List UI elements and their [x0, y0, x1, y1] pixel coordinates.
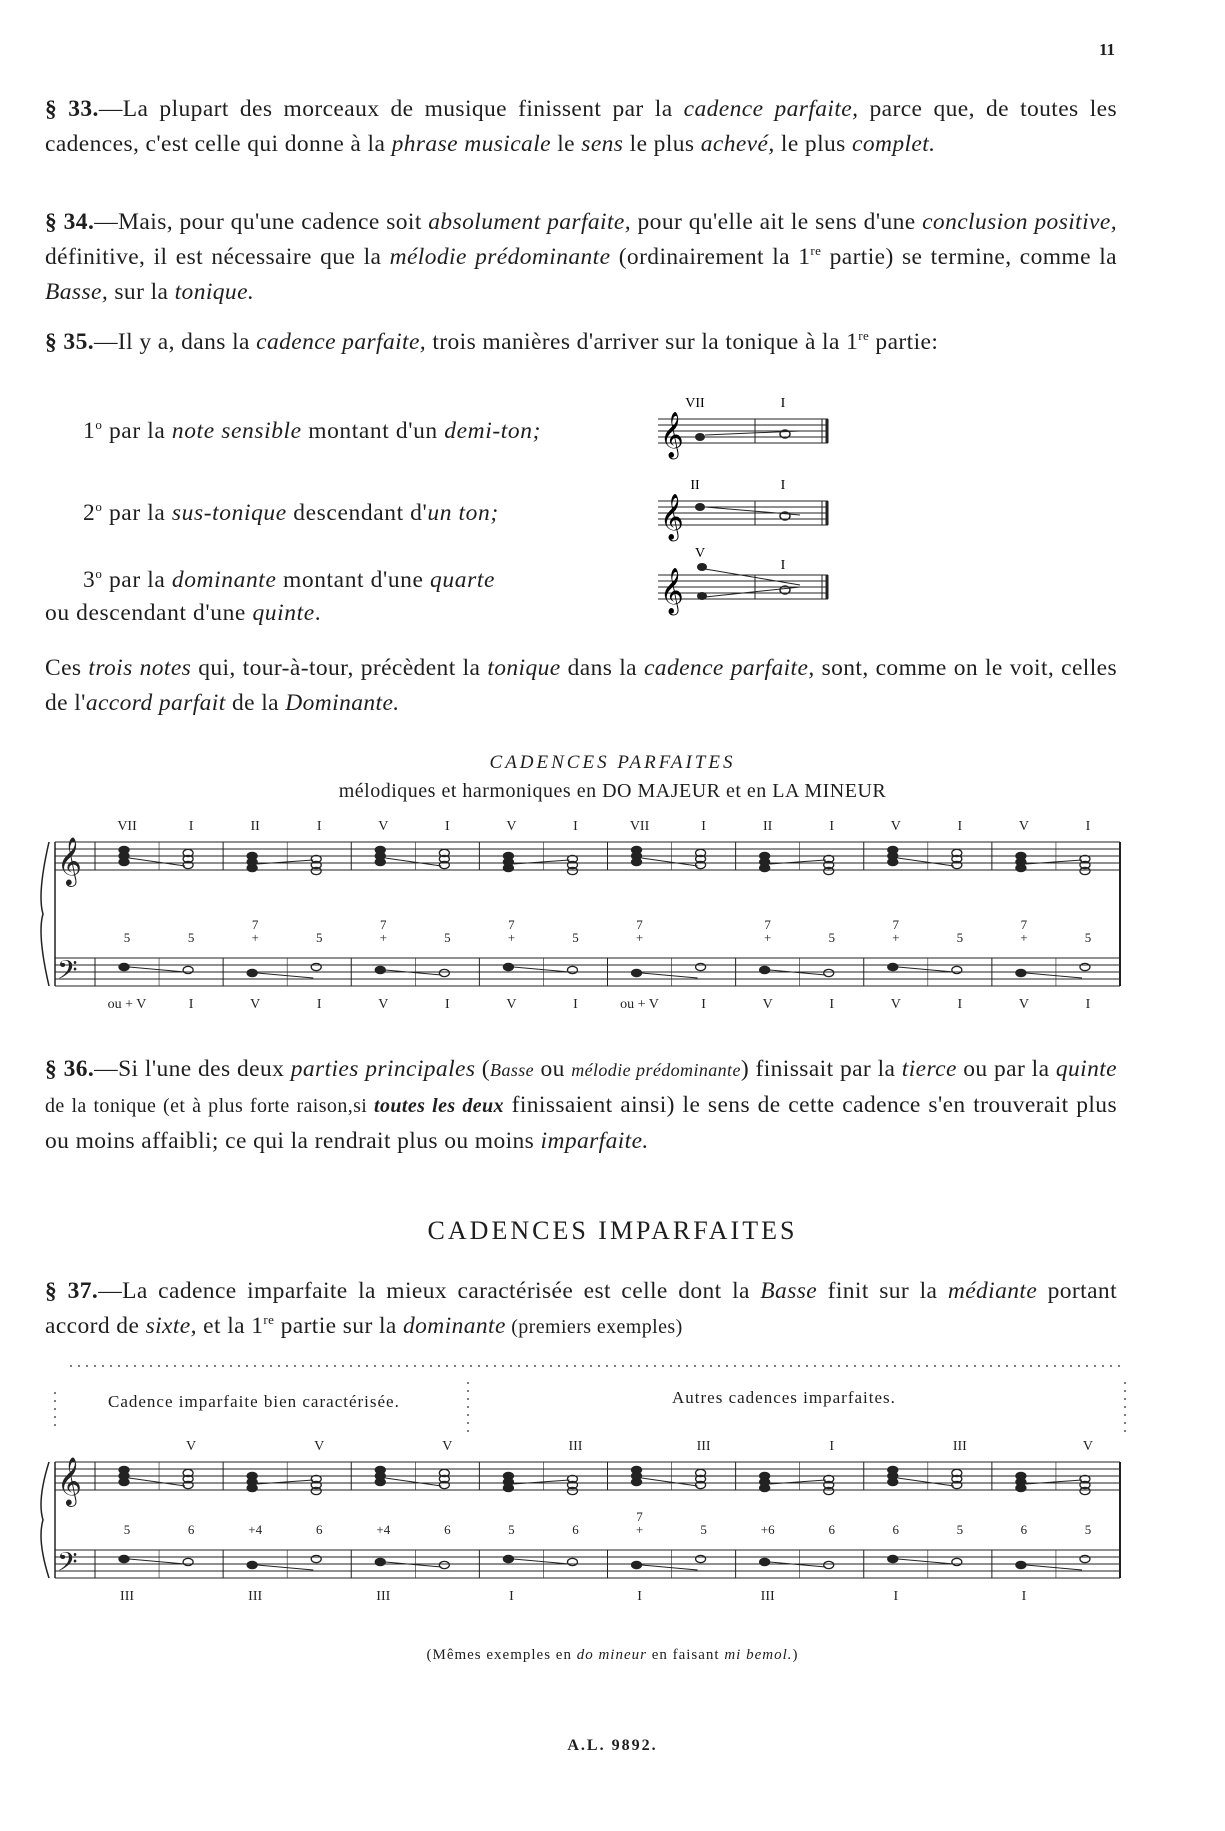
figured-bass-label: 7 [764, 917, 771, 932]
figured-bass-label: +4 [376, 1522, 391, 1537]
degree-label: I [573, 819, 578, 834]
figured-bass-label: 5 [123, 1522, 131, 1537]
section-number: § 37. [45, 1278, 99, 1304]
examples-note [0, 1647, 1225, 1664]
figured-bass-label: 7 [636, 1509, 643, 1524]
degree-label: ou + V [107, 997, 147, 1012]
text: finit sur la [817, 1278, 948, 1304]
voice-leading-line [642, 1478, 698, 1486]
degree-label: I [445, 819, 450, 834]
degree-label: II [250, 819, 260, 834]
section-number: § 35. [45, 329, 94, 355]
degree-label: VII [629, 819, 650, 834]
italic-term: tonique. [174, 279, 255, 305]
voice-leading-line [1026, 1565, 1082, 1570]
bass-note [375, 966, 385, 973]
text: le plus [774, 131, 852, 157]
cadences-parfaites-title: CADENCES PARFAITES [489, 752, 736, 773]
text: descendant d' [286, 500, 428, 526]
way-2-label [83, 500, 499, 527]
figured-bass-label: +4 [248, 1522, 263, 1537]
degree-label: V [186, 1439, 197, 1454]
figured-bass-label: 5 [1084, 930, 1092, 945]
chord-note [119, 858, 129, 865]
bass-note [183, 1558, 193, 1565]
degree-label: I [637, 1589, 642, 1604]
italic-term: imparfaite. [540, 1128, 649, 1154]
figured-bass-label: 5 [828, 930, 835, 945]
chord-note [375, 1478, 385, 1485]
figured-bass-label: + [251, 930, 259, 945]
italic-term: tierce [901, 1056, 957, 1082]
italic-term: un ton; [427, 500, 499, 526]
voice-leading-line [257, 1565, 313, 1570]
bass-note [375, 1558, 385, 1565]
figured-bass-label: + [635, 1522, 644, 1537]
italic-term: quarte [430, 567, 496, 593]
text: et la 1 [196, 1313, 264, 1339]
degree-label: I [893, 1589, 899, 1604]
italic-term: Basse, [45, 279, 109, 305]
bass-note [247, 969, 257, 976]
figured-bass-label: 5 [315, 930, 323, 945]
degree-label: I [445, 997, 450, 1012]
figured-bass-label: 5 [700, 1522, 707, 1537]
italic-term: sus-tonique [171, 500, 287, 526]
text: par la [102, 567, 172, 593]
paragraph-35 [45, 325, 1117, 360]
bass-note [1016, 1561, 1026, 1568]
degree-label: V [890, 819, 901, 834]
degree-label: III [248, 1589, 263, 1604]
bass-clef-icon: 𝄢 [57, 1547, 78, 1583]
bass-note [1016, 969, 1026, 976]
text: sont, comme on le voit, celles de l' [45, 655, 1118, 716]
figured-bass-label: + [635, 930, 644, 945]
italic-term: mi bemol. [724, 1647, 793, 1663]
voice-leading-line [642, 973, 698, 978]
italic-term: complet. [851, 131, 936, 157]
voice-leading-line [642, 1565, 698, 1570]
voice-leading-line [1026, 973, 1082, 978]
degree-label: V [1082, 1439, 1094, 1454]
degree-label: V [762, 997, 773, 1012]
cadences-imparfaites-system [20, 1420, 1130, 1620]
text: ou [534, 1056, 572, 1082]
degree-label: I [509, 1589, 514, 1604]
degree-label: I [1021, 1589, 1027, 1604]
figured-bass-label: 7 [1020, 917, 1028, 932]
page-number: 11 [1098, 40, 1115, 59]
text: (premiers exemples) [505, 1316, 683, 1338]
italic-term: note sensible [171, 418, 302, 444]
degree-label: I [188, 997, 194, 1012]
chord-note [503, 1484, 513, 1491]
text: de la [225, 690, 286, 716]
figured-bass-label: + [1020, 930, 1028, 945]
staff-way-3 [658, 546, 828, 616]
text: trois manières d'arriver sur la tonique à la 1 [426, 329, 859, 355]
treble-clef-icon: 𝄞 [660, 494, 684, 539]
chord-note [632, 1478, 642, 1485]
bass-note [824, 969, 834, 976]
figured-bass-label: 5 [956, 1522, 964, 1537]
bass-note [888, 1555, 898, 1562]
degree-label: I [701, 819, 706, 834]
bass-note [760, 966, 770, 973]
text: qui, tour-à-tour, précèdent la [191, 655, 488, 681]
text: finissaient ainsi) le sens de cette cadence s'en trouverait plus ou moins affaibli; ce qui la rendrait plus ou moins [45, 1092, 1118, 1154]
way-3-label [83, 567, 495, 594]
chord-note [119, 1478, 129, 1485]
text: 2 [83, 500, 96, 526]
text: pour qu'elle ait le sens d'une [631, 209, 923, 235]
degree-label: I [316, 997, 322, 1012]
voice-leading-line [129, 1478, 185, 1486]
italic-term: mélodie prédominante [571, 1060, 741, 1080]
section-number: § 36. [45, 1056, 95, 1082]
chord-note [632, 858, 642, 865]
text: ou descendant d'une [45, 600, 253, 626]
figured-bass-label: 7 [251, 917, 259, 932]
way-3-label-line2 [45, 600, 321, 627]
italic-term: cadence parfaite, [643, 655, 815, 681]
voice-leading-line [385, 1478, 441, 1486]
note [695, 433, 705, 441]
italic-term: cadence parfaite, [256, 329, 427, 355]
degree-label: V [890, 997, 901, 1012]
italic-term: dominante [171, 567, 277, 593]
figured-bass-label: 5 [1084, 1522, 1092, 1537]
figured-bass-label: 6 [187, 1522, 195, 1537]
italic-term: accord parfait [85, 690, 226, 716]
figured-bass-label: 6 [828, 1522, 835, 1537]
text: portant accord de [45, 1278, 1117, 1339]
italic-term: mélodie prédominante [389, 244, 611, 270]
text: (Mêmes exemples en [426, 1647, 577, 1663]
text: ( [475, 1056, 491, 1082]
voice-leading-line [898, 1559, 954, 1564]
degree-label: I [780, 478, 786, 493]
voice-leading-line [129, 1559, 185, 1564]
figured-bass-label: 7 [892, 917, 900, 932]
italic-term: cadence parfaite, [683, 96, 859, 122]
text: partie sur la [274, 1313, 403, 1339]
note [697, 563, 707, 571]
degree-label: V [506, 997, 517, 1012]
bass-note [824, 1561, 834, 1568]
degree-label: I [780, 558, 786, 573]
degree-label: I [829, 997, 835, 1012]
degree-label: III [568, 1439, 583, 1454]
chord-note [888, 1478, 898, 1485]
voice-leading-line [898, 1478, 954, 1486]
bass-note [439, 1561, 449, 1568]
italic-term: parties principales [290, 1056, 476, 1082]
figured-bass-label: 6 [1020, 1522, 1028, 1537]
paragraph-34 [45, 205, 1117, 310]
paragraph-36 [45, 1052, 1117, 1159]
bass-note [632, 969, 642, 976]
text: parce que, de toutes les cadences, c'est celle qui donne à la [45, 96, 1118, 157]
italic-term: quinte [1055, 1056, 1117, 1082]
degree-label: V [378, 819, 389, 834]
figured-bass-label: 7 [636, 917, 643, 932]
figured-bass-label: 5 [508, 1522, 515, 1537]
bass-note [567, 1558, 577, 1565]
figured-bass-label: + [379, 930, 387, 945]
degree-label: V [506, 819, 517, 834]
degree-label: I [1085, 819, 1091, 834]
bass-note [119, 963, 129, 970]
text: Ces [45, 655, 89, 681]
text: —La plupart des morceaux de musique finissent par la [98, 96, 684, 122]
text: ou par la [956, 1056, 1056, 1082]
text: ) finissait par la [740, 1056, 902, 1082]
text: définitive, il est nécessaire que la [45, 244, 390, 270]
text: 3 [83, 567, 96, 593]
degree-label: III [120, 1589, 135, 1604]
bass-note [183, 966, 193, 973]
italic-term: quinte [252, 600, 315, 626]
voice-leading-line [129, 858, 185, 866]
figured-bass-label: 6 [444, 1522, 451, 1537]
italic-term: sixte, [145, 1313, 197, 1339]
chord-note [375, 858, 385, 865]
degree-label: VII [685, 396, 705, 411]
paragraph-three-notes [45, 651, 1117, 721]
italic-term: phrase musicale [391, 131, 551, 157]
text: montant d'un [301, 418, 445, 444]
bass-note [439, 969, 449, 976]
treble-clef-icon: 𝄞 [660, 412, 684, 457]
text: montant d'une [276, 567, 431, 593]
text: par la [102, 500, 172, 526]
figured-bass-label: 5 [572, 930, 579, 945]
degree-label: III [696, 1439, 711, 1454]
bass-clef-icon: 𝄢 [57, 955, 78, 991]
figured-bass-label: + [892, 930, 900, 945]
box-label-left: Cadence imparfaite bien caractérisée. [108, 1392, 400, 1411]
figured-bass-label: 6 [572, 1522, 579, 1537]
text: —La cadence imparfaite la mieux caractérisée est celle dont la [98, 1278, 761, 1304]
voice-leading-line [257, 973, 313, 978]
text: par la [102, 418, 172, 444]
degree-label: I [829, 819, 835, 834]
superscript: re [810, 243, 822, 259]
bass-note [888, 963, 898, 970]
italic-term: Basse [760, 1278, 818, 1304]
text: partie: [869, 329, 939, 355]
bass-note [247, 1561, 257, 1568]
chord-note [760, 864, 770, 871]
voice-leading-line [898, 858, 954, 866]
degree-label: V [1018, 819, 1029, 834]
text: —Mais, pour qu'une cadence soit [94, 209, 429, 235]
figured-bass-label: 5 [444, 930, 451, 945]
bass-note [1080, 963, 1090, 970]
voice-leading-line [642, 858, 698, 866]
bass-note [119, 1555, 129, 1562]
bass-note [503, 963, 513, 970]
text: le plus [623, 131, 701, 157]
bass-note [503, 1555, 513, 1562]
chord-note [1016, 1484, 1026, 1491]
italic-term: conclusion positive, [922, 209, 1117, 235]
figured-bass-label: 6 [315, 1522, 323, 1537]
box-label-right: Autres cadences imparfaites. [672, 1388, 896, 1407]
figured-bass-label: +6 [760, 1522, 775, 1537]
note [697, 592, 707, 600]
text: sur la [108, 279, 175, 305]
treble-clef-icon: 𝄞 [660, 568, 684, 613]
degree-label: II [690, 478, 700, 493]
text: de la tonique (et à plus forte raison,si [45, 1095, 375, 1117]
text: (ordinairement la 1 [610, 244, 811, 270]
degree-label: III [760, 1589, 775, 1604]
treble-clef-icon: 𝄞 [57, 839, 82, 885]
voice-leading-line [129, 967, 185, 972]
degree-label: V [314, 1439, 325, 1454]
text: le [550, 131, 582, 157]
staff-way-2 [658, 478, 828, 542]
degree-label: V [250, 997, 261, 1012]
italic-term: absolument parfaite, [428, 209, 632, 235]
text: ) [792, 1647, 799, 1663]
paragraph-33 [45, 92, 1117, 162]
figured-bass-label: 5 [956, 930, 964, 945]
superscript: re [263, 1312, 275, 1328]
bass-note [1080, 1555, 1090, 1562]
text: en faisant [646, 1647, 725, 1663]
way-1-label [83, 418, 541, 445]
figured-bass-label: 5 [187, 930, 195, 945]
bass-note [760, 1558, 770, 1565]
chord-note [247, 1484, 257, 1491]
figured-bass-label: 5 [123, 930, 131, 945]
figured-bass-label: + [763, 930, 772, 945]
italic-term: toutes les deux [374, 1095, 504, 1117]
bass-note [696, 963, 706, 970]
superscript: o [95, 566, 103, 582]
figured-bass-label: + [507, 930, 516, 945]
italic-term: sens [581, 131, 624, 157]
bass-note [696, 1555, 706, 1562]
degree-label: I [188, 819, 194, 834]
degree-label: III [376, 1589, 391, 1604]
cadences-parfaites-subtitle: mélodiques et harmoniques en DO MAJEUR et en LA MINEUR [338, 780, 887, 802]
voice-leading-line [513, 967, 569, 972]
figured-bass-label: 7 [508, 917, 515, 932]
italic-term: médiante [947, 1278, 1038, 1304]
text: dans la [560, 655, 644, 681]
degree-label: I [316, 819, 322, 834]
cadences-parfaites-system [20, 800, 1130, 1045]
italic-term: achevé, [700, 131, 775, 157]
section-number: § 33. [45, 96, 99, 122]
degree-label: ou + V [620, 997, 659, 1012]
degree-label: I [701, 997, 706, 1012]
text: . [314, 600, 322, 626]
degree-label: I [573, 997, 578, 1012]
plate-number: A.L. 9892. [567, 1737, 658, 1754]
figured-bass-label: 7 [380, 917, 387, 932]
section-number: § 34. [45, 209, 95, 235]
degree-label: I [957, 819, 963, 834]
note [695, 503, 705, 511]
italic-term: dominante [403, 1313, 506, 1339]
paragraph-37 [45, 1274, 1117, 1345]
voice-leading-line [513, 1559, 569, 1564]
staff-way-1 [658, 396, 828, 460]
italic-term: trois notes [88, 655, 192, 681]
superscript: re [858, 328, 870, 344]
superscript: o [95, 499, 103, 515]
chord-note [760, 1484, 770, 1491]
treble-clef-icon: 𝄞 [57, 1459, 82, 1505]
italic-term: Basse [490, 1060, 535, 1080]
italic-term: demi-ton; [444, 418, 542, 444]
superscript: o [95, 417, 103, 433]
cadences-imparfaites-title: CADENCES IMPARFAITES [427, 1216, 798, 1245]
text: partie) se termine, comme la [821, 244, 1117, 270]
voice-leading-line [385, 858, 441, 866]
degree-label: II [762, 819, 773, 834]
degree-label: VII [117, 819, 137, 834]
bass-note [632, 1561, 642, 1568]
bass-note [952, 966, 962, 973]
bass-note [952, 1558, 962, 1565]
text: 1 [83, 418, 96, 444]
text: —Si l'une des deux [94, 1056, 291, 1082]
italic-term: do mineur [576, 1647, 647, 1663]
italic-term: tonique [487, 655, 561, 681]
degree-label: I [1085, 997, 1091, 1012]
degree-label: I [780, 396, 786, 411]
text: —Il y a, dans la [94, 329, 257, 355]
voice-leading-line [898, 967, 954, 972]
degree-label: III [952, 1439, 967, 1454]
degree-label: I [957, 997, 963, 1012]
figured-bass-label: 6 [892, 1522, 900, 1537]
three-ways-staves [650, 395, 840, 620]
degree-label: V [1018, 997, 1029, 1012]
degree-label: V [378, 997, 389, 1012]
chord-note [888, 858, 898, 865]
chord-note [247, 864, 257, 871]
degree-label: V [694, 546, 706, 561]
bass-note [567, 966, 577, 973]
bass-note [311, 1555, 321, 1562]
degree-label: I [829, 1439, 835, 1454]
italic-term: Dominante. [285, 690, 400, 716]
bass-note [311, 963, 321, 970]
chord-note [503, 864, 513, 871]
degree-label: V [442, 1439, 453, 1454]
chord-note [1016, 864, 1026, 871]
